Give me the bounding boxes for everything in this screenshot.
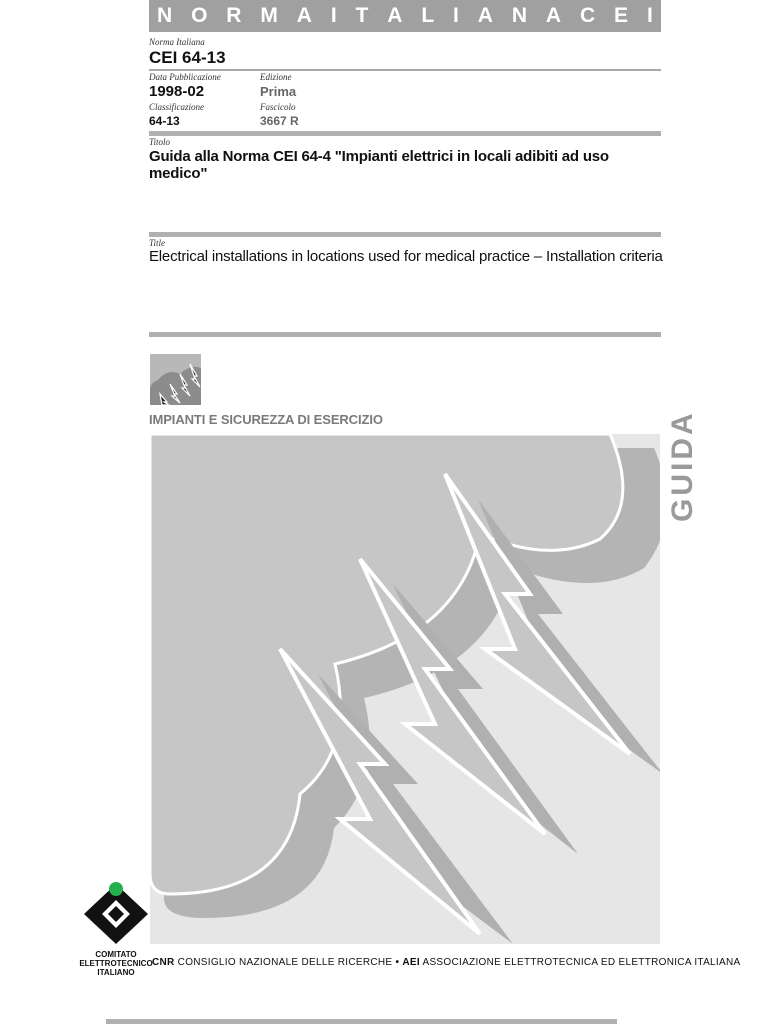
- banner-letter: I: [330, 4, 337, 27]
- data-label: Data Pubblicazione: [149, 72, 221, 82]
- category-label: IMPIANTI E SICUREZZA DI ESERCIZIO: [149, 412, 383, 427]
- norma-label: Norma Italiana: [149, 37, 205, 47]
- edizione-label: Edizione: [260, 72, 292, 82]
- classificazione-label: Classificazione: [149, 102, 205, 112]
- divider: [149, 232, 661, 237]
- titolo-text: Guida alla Norma CEI 64-4 "Impianti elettrici in locali adibiti ad uso medico": [149, 148, 609, 182]
- banner-letter: I: [646, 4, 653, 27]
- edizione-value: Prima: [260, 84, 297, 99]
- banner-letter: L: [421, 4, 435, 27]
- divider: [149, 69, 661, 71]
- cei-logo-icon: [82, 880, 150, 948]
- banner-letter: N: [511, 4, 528, 27]
- norma-value: CEI 64-13: [149, 48, 226, 67]
- banner-letter: T: [355, 4, 369, 27]
- fascicolo-label: Fascicolo: [260, 102, 296, 112]
- cei-line2: ELETTROTECNICO: [79, 959, 153, 968]
- banner-letter: A: [545, 4, 562, 27]
- banner-letter: N: [157, 4, 173, 27]
- banner-letter: M: [260, 4, 278, 27]
- aei-text: ASSOCIAZIONE ELETTROTECNICA ED ELETTRONICA ITALIANA: [422, 957, 741, 968]
- footer-organizations: [152, 957, 740, 968]
- aei-abbr: AEI: [402, 957, 420, 968]
- banner-letter: A: [296, 4, 312, 27]
- data-value: 1998-02: [149, 83, 205, 100]
- classificazione-value: 64-13: [149, 114, 180, 128]
- guida-side-label: GUIDA: [666, 410, 699, 522]
- banner-letter: R: [226, 4, 242, 27]
- cei-line3: ITALIANO: [97, 968, 135, 977]
- separator: •: [395, 957, 400, 968]
- cei-logo-text: [78, 950, 154, 977]
- banner-letter: A: [477, 4, 493, 27]
- banner-letter: I: [453, 4, 459, 27]
- title-label: Title: [149, 238, 166, 248]
- banner-letter: A: [387, 4, 403, 27]
- divider: [149, 332, 661, 337]
- fascicolo-value: 3667 R: [260, 114, 299, 128]
- bottom-divider: [106, 1019, 617, 1024]
- cei-line1: COMITATO: [95, 950, 137, 959]
- banner-letter: E: [614, 4, 629, 27]
- title-text: Electrical installations in locations used for medical practice – Installation criteria: [149, 248, 663, 265]
- cnr-text: CONSIGLIO NAZIONALE DELLE RICERCHE: [177, 957, 393, 968]
- divider: [149, 131, 661, 136]
- cover-illustration: [150, 434, 660, 944]
- banner-letter: O: [191, 4, 208, 27]
- header-banner: [149, 0, 661, 32]
- titolo-label: Titolo: [149, 137, 171, 147]
- cnr-abbr: CNR: [152, 957, 175, 968]
- lightning-icon: [150, 354, 201, 405]
- banner-letter: C: [579, 4, 596, 27]
